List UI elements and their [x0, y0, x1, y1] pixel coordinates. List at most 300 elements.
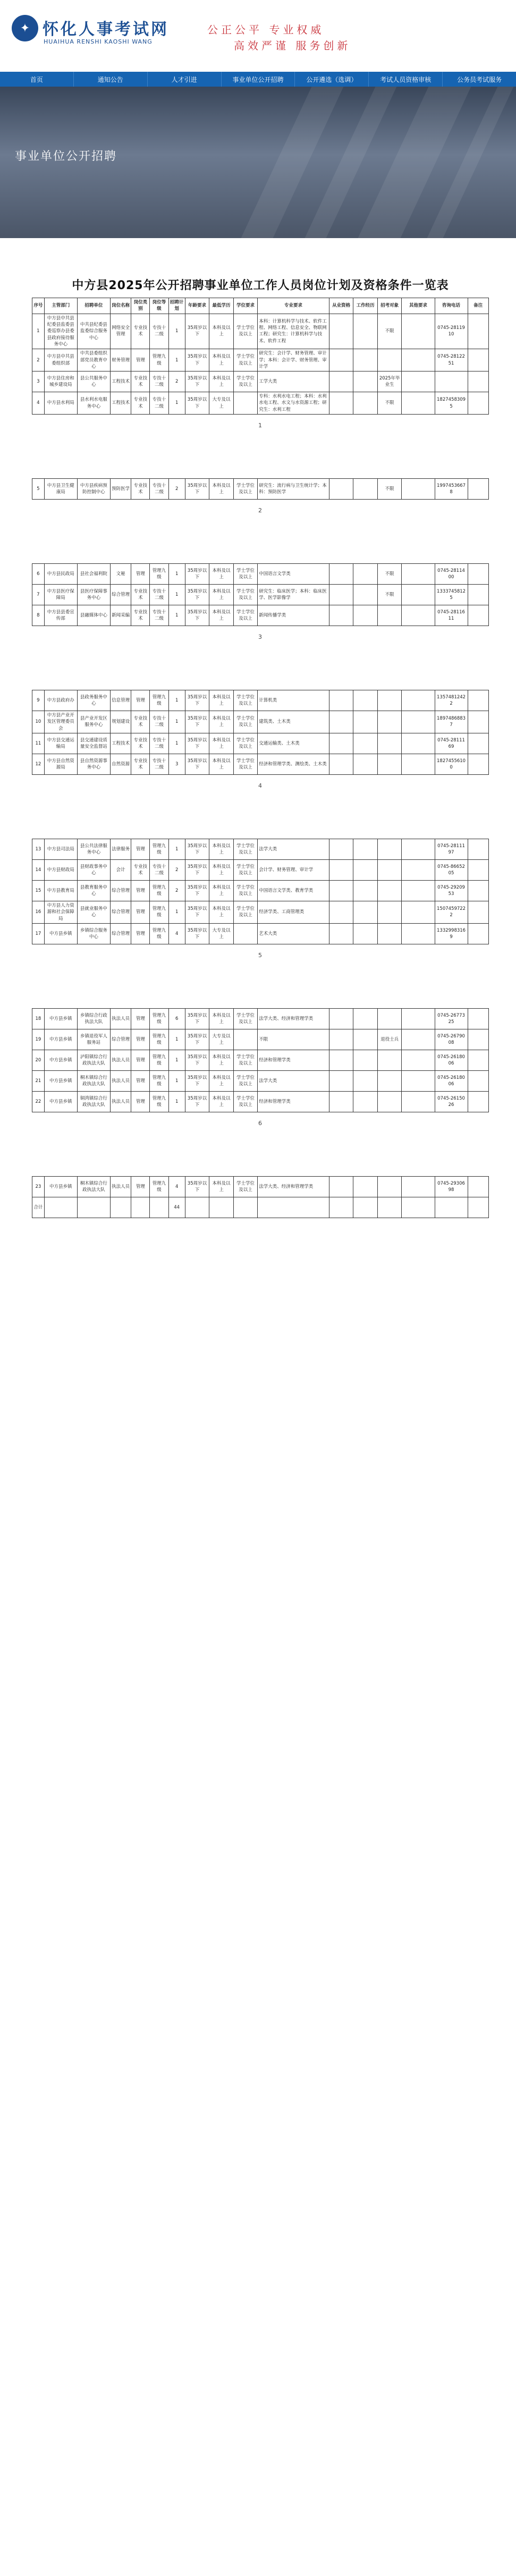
cell-other [402, 901, 435, 924]
nav-item-civil-service[interactable]: 公务员考试服务 [457, 75, 502, 83]
cell-target: 不限 [377, 564, 402, 585]
table-row [32, 1092, 489, 1112]
cell-target [377, 711, 402, 733]
cell-other [402, 1197, 435, 1218]
cell-unit [77, 1197, 110, 1218]
cell-experience [353, 839, 378, 860]
cell-degree: 学士学位及以上 [233, 881, 258, 901]
table-row [32, 564, 489, 585]
cell-age: 35周岁以下 [185, 349, 209, 371]
cell-education: 本科及以上 [209, 1009, 234, 1029]
cell-count: 1 [168, 733, 185, 754]
cell-unit: 县就业服务中心 [77, 901, 110, 924]
cell-degree: 学士学位及以上 [233, 605, 258, 626]
cell-count: 1 [168, 1050, 185, 1071]
cell-category: 管理 [131, 690, 150, 711]
header-cell-experience: 工作经历 [353, 298, 378, 314]
cell-education: 大专及以上 [209, 392, 234, 415]
cell-major: 计算机类 [258, 690, 329, 711]
cell-grade: 管理九级 [150, 1092, 168, 1112]
table-row [32, 901, 489, 924]
cell-education: 本科及以上 [209, 564, 234, 585]
recruitment-table-page-6 [32, 1008, 489, 1112]
cell-major: 研究生：临床医学；本科：临床医学、医学影像学 [258, 585, 329, 605]
cell-experience [353, 923, 378, 944]
logo-emblem-icon[interactable]: ✦ [12, 15, 38, 41]
table-row [32, 690, 489, 711]
cell-seq: 12 [32, 754, 45, 774]
cell-count: 44 [168, 1197, 185, 1218]
cell-experience [353, 860, 378, 881]
cell-major: 专科：水利水电工程；本科：水利水电工程、水文与水资源工程；研究生：水利工程 [258, 392, 329, 415]
nav-item-talent[interactable]: 人才引进 [148, 72, 222, 87]
cell-grade: 专技十二级 [150, 605, 168, 626]
cell-department: 中方县住房和城乡建设局 [44, 371, 77, 392]
cell-degree [233, 1029, 258, 1050]
cell-seq: 16 [32, 901, 45, 924]
cell-other [402, 564, 435, 585]
cell-grade: 管理九级 [150, 923, 168, 944]
cell-qualification [329, 349, 353, 371]
cell-qualification [329, 1197, 353, 1218]
cell-major: 艺术大类 [258, 923, 329, 944]
cell-seq: 14 [32, 860, 45, 881]
cell-target [377, 1092, 402, 1112]
recruitment-table-page-5 [32, 839, 489, 944]
cell-phone: 0745-2618006 [435, 1071, 468, 1092]
cell-seq: 1 [32, 314, 45, 349]
slogan-line-2: 高效严谨 服务创新 [234, 39, 351, 52]
cell-other [402, 733, 435, 754]
cell-grade: 专技十二级 [150, 371, 168, 392]
cell-unit: 县医疗保障事务中心 [77, 585, 110, 605]
cell-qualification [329, 1050, 353, 1071]
cell-post: 执法人员 [110, 1050, 131, 1071]
cell-target [377, 1050, 402, 1071]
cell-phone: 0745-2677325 [435, 1009, 468, 1029]
cell-grade: 专技十二级 [150, 392, 168, 415]
table-row [32, 1009, 489, 1029]
cell-count: 2 [168, 860, 185, 881]
cell-count: 1 [168, 901, 185, 924]
cell-unit: 桐木镇综合行政执法大队 [77, 1177, 110, 1197]
cell-unit: 县水利水电服务中心 [77, 392, 110, 415]
cell-other [402, 585, 435, 605]
cell-age: 35周岁以下 [185, 392, 209, 415]
cell-unit: 县自然资源事务中心 [77, 754, 110, 774]
table-row [32, 392, 489, 415]
table-row [32, 1177, 489, 1197]
cell-degree [233, 923, 258, 944]
cell-grade [150, 1197, 168, 1218]
cell-other [402, 881, 435, 901]
cell-seq: 15 [32, 881, 45, 901]
cell-education: 本科及以上 [209, 371, 234, 392]
cell-degree: 学士学位及以上 [233, 839, 258, 860]
cell-category: 管理 [131, 1050, 150, 1071]
cell-category: 专业技术 [131, 585, 150, 605]
cell-degree: 学士学位及以上 [233, 1009, 258, 1029]
cell-age: 35周岁以下 [185, 711, 209, 733]
cell-degree: 学士学位及以上 [233, 349, 258, 371]
cell-count: 1 [168, 392, 185, 415]
cell-department: 中方县教育局 [44, 881, 77, 901]
cell-department: 中方县乡镇 [44, 1050, 77, 1071]
cell-phone: 19974536678 [435, 479, 468, 500]
cell-department: 中方县中共县纪委县监委县委巡察办县委县政府接待服务中心 [44, 314, 77, 349]
cell-other [402, 605, 435, 626]
page-number: 1 [258, 422, 262, 429]
cell-experience [353, 479, 378, 500]
table-row [32, 711, 489, 733]
cell-phone: 13329983169 [435, 923, 468, 944]
cell-post: 法律服务 [110, 839, 131, 860]
cell-experience [353, 585, 378, 605]
cell-unit: 县社会福利院 [77, 564, 110, 585]
cell-unit: 中共县纪委县监委综合服务中心 [77, 314, 110, 349]
cell-phone: 0745-2811910 [435, 314, 468, 349]
cell-degree: 学士学位及以上 [233, 564, 258, 585]
cell-age: 35周岁以下 [185, 1071, 209, 1092]
cell-qualification [329, 711, 353, 733]
cell-post: 工程技术 [110, 733, 131, 754]
cell-major: 研究生：流行病与卫生统计学；本科：预防医学 [258, 479, 329, 500]
cell-post: 工程技术 [110, 392, 131, 415]
cell-seq: 18 [32, 1009, 45, 1029]
cell-department: 中方县乡镇 [44, 1071, 77, 1092]
cell-degree: 学士学位及以上 [233, 371, 258, 392]
cell-category: 专业技术 [131, 371, 150, 392]
recruitment-table-page-7 [32, 1176, 489, 1218]
nav-item-selection[interactable]: 公开遴选（选调） [295, 72, 369, 87]
cell-unit: 铜湾镇综合行政执法大队 [77, 1092, 110, 1112]
cell-target [377, 1177, 402, 1197]
header-cell-phone: 咨询电话 [435, 298, 468, 314]
cell-qualification [329, 881, 353, 901]
nav-item-qualification[interactable]: 考试人员资格审核 [369, 72, 443, 87]
cell-qualification [329, 605, 353, 626]
cell-category: 管理 [131, 1009, 150, 1029]
cell-education: 本科及以上 [209, 1177, 234, 1197]
cell-seq: 3 [32, 371, 45, 392]
cell-category: 专业技术 [131, 605, 150, 626]
cell-grade: 专技十二级 [150, 754, 168, 774]
cell-post: 综合管理 [110, 923, 131, 944]
cell-category: 专业技术 [131, 860, 150, 881]
cell-target [377, 901, 402, 924]
cell-target: 不限 [377, 314, 402, 349]
cell-experience [353, 754, 378, 774]
cell-degree: 学士学位及以上 [233, 1092, 258, 1112]
cell-age: 35周岁以下 [185, 1050, 209, 1071]
cell-experience [353, 1177, 378, 1197]
cell-phone [435, 1197, 468, 1218]
cell-age [185, 1197, 209, 1218]
cell-department: 中方县自然资源局 [44, 754, 77, 774]
cell-age: 35周岁以下 [185, 881, 209, 901]
cell-other [402, 923, 435, 944]
cell-phone: 0745-2618006 [435, 1050, 468, 1071]
cell-seq: 21 [32, 1071, 45, 1092]
cell-qualification [329, 733, 353, 754]
cell-remark [468, 371, 488, 392]
cell-phone: 18274583095 [435, 392, 468, 415]
cell-target [377, 690, 402, 711]
cell-unit: 县公共法律服务中心 [77, 839, 110, 860]
cell-phone: 0745-2811400 [435, 564, 468, 585]
cell-age: 35周岁以下 [185, 371, 209, 392]
cell-category: 专业技术 [131, 314, 150, 349]
cell-degree: 学士学位及以上 [233, 585, 258, 605]
cell-grade: 专技十二级 [150, 733, 168, 754]
cell-major: 本科：计算机科学与技术、软件工程、网络工程、信息安全、物联网工程；研究生：计算机科学与技术、软件工程 [258, 314, 329, 349]
cell-category: 管理 [131, 901, 150, 924]
cell-post: 规划建设 [110, 711, 131, 733]
table-row [32, 754, 489, 774]
cell-qualification [329, 479, 353, 500]
table-row [32, 1071, 489, 1092]
cell-category: 管理 [131, 349, 150, 371]
cell-other [402, 371, 435, 392]
cell-age: 35周岁以下 [185, 585, 209, 605]
header-cell-remark: 备注 [468, 298, 488, 314]
cell-unit: 乡镇综合行政执法大队 [77, 1009, 110, 1029]
cell-phone: 0745-8665205 [435, 860, 468, 881]
cell-unit: 乡镇退役军人服务站 [77, 1029, 110, 1050]
cell-other [402, 314, 435, 349]
cell-major [258, 1197, 329, 1218]
cell-education: 本科及以上 [209, 754, 234, 774]
cell-count: 6 [168, 1009, 185, 1029]
header-cell-unit: 招聘单位 [77, 298, 110, 314]
nav-item-notices[interactable]: 通知公告 [74, 72, 148, 87]
cell-other [402, 1071, 435, 1092]
cell-count: 1 [168, 564, 185, 585]
cell-qualification [329, 392, 353, 415]
cell-post: 工程技术 [110, 371, 131, 392]
cell-category: 专业技术 [131, 733, 150, 754]
cell-post: 自然资源 [110, 754, 131, 774]
cell-target [377, 923, 402, 944]
cell-other [402, 860, 435, 881]
cell-experience [353, 711, 378, 733]
cell-phone: 0745-2811169 [435, 733, 468, 754]
cell-remark [468, 839, 488, 860]
cell-age: 35周岁以下 [185, 901, 209, 924]
table-row [32, 349, 489, 371]
cell-remark [468, 1009, 488, 1029]
cell-post: 综合管理 [110, 881, 131, 901]
cell-age: 35周岁以下 [185, 1009, 209, 1029]
cell-major: 交通运输类、土木类 [258, 733, 329, 754]
cell-experience [353, 392, 378, 415]
header-cell-grade: 岗位等级 [150, 298, 168, 314]
cell-post: 网络安全管理 [110, 314, 131, 349]
cell-remark [468, 733, 488, 754]
table-row [32, 1050, 489, 1071]
cell-unit: 乡镇综合服务中心 [77, 923, 110, 944]
cell-remark [468, 479, 488, 500]
cell-count: 2 [168, 371, 185, 392]
cell-target: 2025年毕业生 [377, 371, 402, 392]
cell-remark [468, 901, 488, 924]
cell-major: 经济学类、工商管理类 [258, 901, 329, 924]
cell-department: 中方县卫生健康局 [44, 479, 77, 500]
page-number: 2 [258, 507, 262, 514]
cell-other [402, 711, 435, 733]
cell-phone: 0745-2812251 [435, 349, 468, 371]
recruitment-table-page-3 [32, 563, 489, 626]
cell-count: 1 [168, 711, 185, 733]
cell-major: 经济和管理学类、测绘类、土木类 [258, 754, 329, 774]
cell-phone: 0745-2930698 [435, 1177, 468, 1197]
cell-department: 中方县政府办 [44, 690, 77, 711]
cell-category [131, 1197, 150, 1218]
cell-count: 1 [168, 585, 185, 605]
cell-category: 专业技术 [131, 479, 150, 500]
cell-degree: 学士学位及以上 [233, 901, 258, 924]
cell-post: 综合管理 [110, 1029, 131, 1050]
cell-post [110, 1197, 131, 1218]
cell-remark [468, 564, 488, 585]
cell-education: 本科及以上 [209, 733, 234, 754]
site-logo-text[interactable]: 怀化人事考试网 [43, 20, 169, 39]
cell-seq: 合计 [32, 1197, 45, 1218]
cell-major: 中国语言文学类、教育学类 [258, 881, 329, 901]
cell-target [377, 733, 402, 754]
table-row [32, 605, 489, 626]
cell-qualification [329, 585, 353, 605]
cell-post: 执法人员 [110, 1009, 131, 1029]
cell-unit: 县公共服务中心 [77, 371, 110, 392]
header-cell-post: 岗位名称 [110, 298, 131, 314]
cell-degree: 学士学位及以上 [233, 733, 258, 754]
slogan-line-1: 公正公平 专业权威 [207, 23, 325, 36]
cell-major: 不限 [258, 1029, 329, 1050]
cell-qualification [329, 901, 353, 924]
cell-experience [353, 1197, 378, 1218]
cell-post: 综合管理 [110, 901, 131, 924]
cell-count: 1 [168, 349, 185, 371]
cell-category: 管理 [131, 1029, 150, 1050]
cell-department: 中方县乡镇 [44, 1029, 77, 1050]
cell-department [44, 1197, 77, 1218]
cell-grade: 专技十二级 [150, 479, 168, 500]
cell-other [402, 1029, 435, 1050]
table-header-row [32, 298, 489, 314]
cell-seq: 9 [32, 690, 45, 711]
cell-grade: 管理九级 [150, 901, 168, 924]
cell-post: 信息管理 [110, 690, 131, 711]
cell-count: 1 [168, 605, 185, 626]
cell-major: 工学大类 [258, 371, 329, 392]
header-cell-degree: 学位要求 [233, 298, 258, 314]
table-row [32, 881, 489, 901]
cell-target [377, 754, 402, 774]
cell-degree: 学士学位及以上 [233, 479, 258, 500]
cell-unit: 县政务服务中心 [77, 690, 110, 711]
header-cell-count: 招聘计划 [168, 298, 185, 314]
cell-major: 法学大类 [258, 839, 329, 860]
cell-grade: 管理九级 [150, 1050, 168, 1071]
cell-grade: 专技十二级 [150, 314, 168, 349]
cell-department: 中方县中共县委组织部 [44, 349, 77, 371]
cell-count: 2 [168, 479, 185, 500]
cell-education: 本科及以上 [209, 711, 234, 733]
cell-remark [468, 690, 488, 711]
cell-other [402, 1050, 435, 1071]
cell-post: 财务管理 [110, 349, 131, 371]
cell-degree [233, 1197, 258, 1218]
cell-degree: 学士学位及以上 [233, 1071, 258, 1092]
cell-major: 建筑类、土木类 [258, 711, 329, 733]
cell-remark [468, 1177, 488, 1197]
cell-grade: 专技十二级 [150, 711, 168, 733]
cell-other [402, 392, 435, 415]
cell-category: 管理 [131, 1092, 150, 1112]
cell-phone: 0745-2615026 [435, 1092, 468, 1112]
cell-major: 中国语言文学类 [258, 564, 329, 585]
table-row [32, 314, 489, 349]
cell-qualification [329, 860, 353, 881]
cell-department: 中方县司法局 [44, 839, 77, 860]
cell-category: 管理 [131, 839, 150, 860]
cell-education: 本科及以上 [209, 585, 234, 605]
table-row [32, 479, 489, 500]
cell-seq: 4 [32, 392, 45, 415]
cell-qualification [329, 839, 353, 860]
cell-remark [468, 1071, 488, 1092]
main-nav [0, 72, 516, 87]
cell-department: 中方县交通运输局 [44, 733, 77, 754]
nav-item-home[interactable]: 首页 [0, 72, 74, 87]
cell-post: 会计 [110, 860, 131, 881]
cell-remark [468, 711, 488, 733]
cell-target [377, 349, 402, 371]
cell-category: 管理 [131, 1071, 150, 1092]
cell-experience [353, 1029, 378, 1050]
cell-seq: 22 [32, 1092, 45, 1112]
cell-experience [353, 881, 378, 901]
cell-degree: 学士学位及以上 [233, 711, 258, 733]
cell-unit: 泸阳镇综合行政执法大队 [77, 1050, 110, 1071]
cell-seq: 11 [32, 733, 45, 754]
cell-department: 中方县医疗保障局 [44, 585, 77, 605]
cell-target: 不限 [377, 392, 402, 415]
cell-experience [353, 1050, 378, 1071]
cell-experience [353, 690, 378, 711]
cell-qualification [329, 923, 353, 944]
cell-age: 35周岁以下 [185, 479, 209, 500]
banner-title: 事业单位公开招聘 [15, 150, 117, 163]
cell-grade: 管理九级 [150, 564, 168, 585]
table-row [32, 1197, 489, 1218]
nav-item-public-recruitment[interactable]: 事业单位公开招聘 [222, 72, 295, 87]
cell-seq: 7 [32, 585, 45, 605]
cell-seq: 6 [32, 564, 45, 585]
site-logo-subtitle: HUAIHUA RENSHI KAOSHI WANG [44, 38, 153, 45]
header-cell-qualification: 从业资格 [329, 298, 353, 314]
cell-department: 中方县水利局 [44, 392, 77, 415]
cell-age: 35周岁以下 [185, 754, 209, 774]
cell-qualification [329, 371, 353, 392]
cell-age: 35周岁以下 [185, 1029, 209, 1050]
cell-education: 本科及以上 [209, 314, 234, 349]
table-row [32, 585, 489, 605]
cell-remark [468, 1029, 488, 1050]
table-row [32, 1029, 489, 1050]
cell-count: 1 [168, 314, 185, 349]
